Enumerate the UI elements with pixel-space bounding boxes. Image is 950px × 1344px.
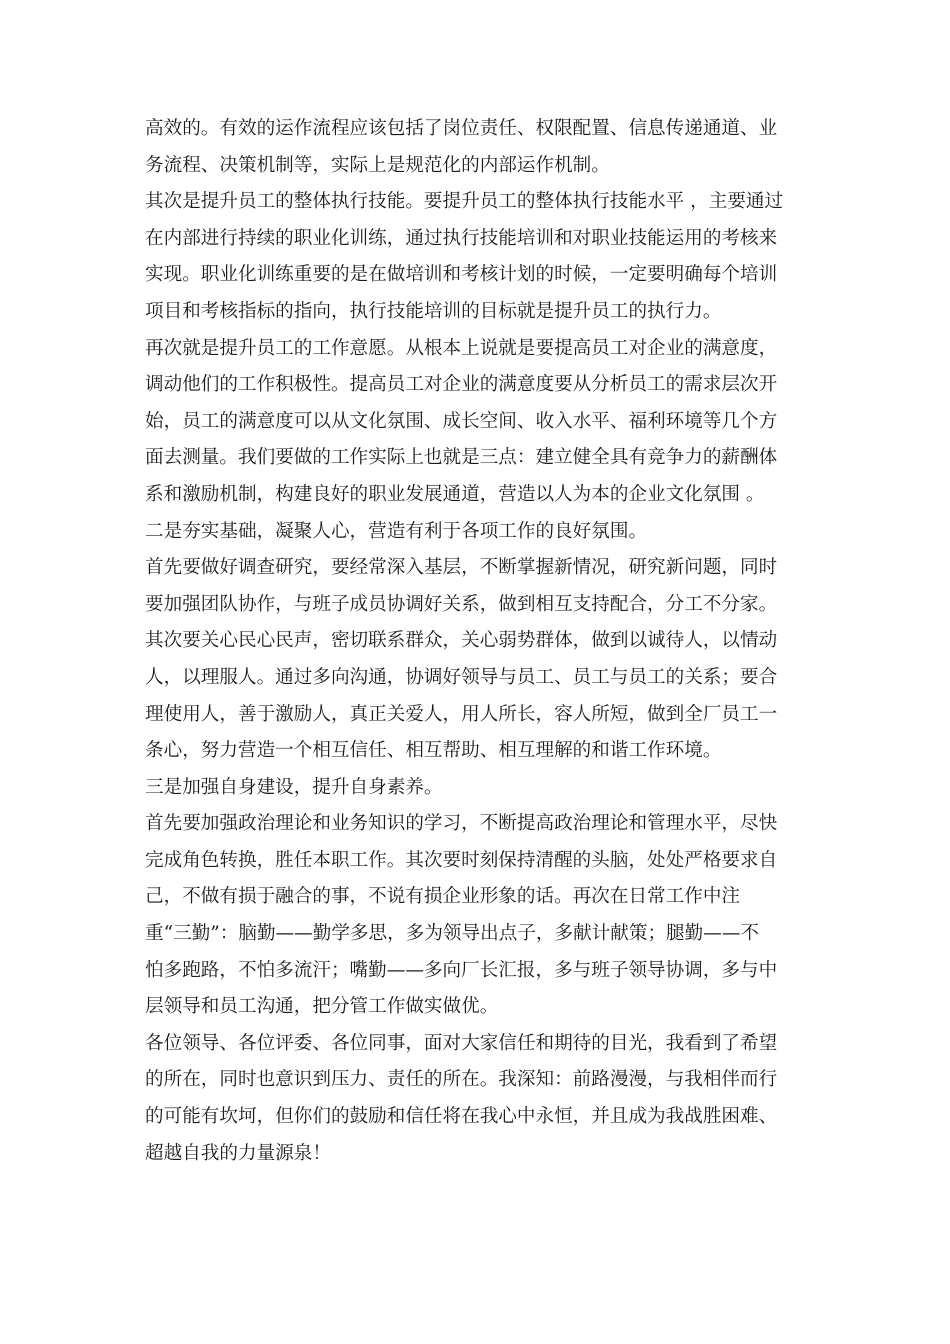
text-line: 面去测量。我们要做的工作实际上也就是三点：建立健全具有竞争力的薪酬体 (145, 447, 778, 469)
text-line: 怕多跑路，不怕多流汗；嘴勤——多向厂长汇报，多与班子领导协调，多与中 (145, 959, 778, 981)
text-line: 的可能有坎坷，但你们的鼓励和信任将在我心中永恒，并且成为我战胜困难、 (145, 1106, 778, 1128)
section-heading-line: 二是夯实基础，凝聚人心，营造有利于各项工作的良好氛围。 (145, 520, 648, 542)
text-line: 项目和考核指标的指向，执行技能培训的目标就是提升员工的执行力。 (145, 300, 722, 322)
text-line: 各位领导、各位评委、各位同事，面对大家信任和期待的目光，我看到了希望 (145, 1032, 778, 1054)
text-line: 要加强团队协作，与班子成员协调好关系，做到相互支持配合，分工不分家。 (145, 593, 778, 615)
text-line: 系和激励机制，构建良好的职业发展通道，营造以人为本的企业文化氛围 。 (145, 483, 765, 505)
text-line: 重“三勤”：脑勤——勤学多思，多为领导出点子，多献计献策；腿勤——不 (145, 923, 760, 945)
text-line: 其次要关心民心民声，密切联系群众，关心弱势群体，做到以诚待人，以情动 (145, 630, 778, 652)
text-line: 务流程、决策机制等，实际上是规范化的内部运作机制。 (145, 154, 610, 176)
text-line: 首先要加强政治理论和业务知识的学习，不断提高政治理论和管理水平，尽快 (145, 813, 778, 835)
text-line: 理使用人，善于激励人，真正关爱人，用人所长，容人所短，做到全厂员工一 (145, 703, 778, 725)
document-body (145, 111, 810, 1172)
text-line: 调动他们的工作积极性。提高员工对企业的满意度要从分析员工的需求层次开 (145, 374, 778, 396)
text-line: 超越自我的力量源泉！ (145, 1142, 331, 1164)
text-line: 人，以理服人。通过多向沟通，协调好领导与员工、员工与员工的关系；要合 (145, 666, 778, 688)
text-line: 始，员工的满意度可以从文化氛围、成长空间、收入水平、福利环境等几个方 (145, 410, 778, 432)
text-line: 实现。职业化训练重要的是在做培训和考核计划的时候，一定要明确每个培训 (145, 264, 778, 286)
text-line: 再次就是提升员工的工作意愿。从根本上说就是要提高员工对企业的满意度， (145, 337, 778, 359)
text-line: 条心，努力营造一个相互信任、相互帮助、相互理解的和谐工作环境。 (145, 740, 722, 762)
text-line: 其次是提升员工的整体执行技能。要提升员工的整体执行技能水平 ，主要通过 (145, 191, 784, 213)
text-line: 在内部进行持续的职业化训练，通过执行技能培训和对职业技能运用的考核来 (145, 227, 778, 249)
text-line: 己，不做有损于融合的事，不说有损企业形象的话。再次在日常工作中注 (145, 886, 741, 908)
text-line: 首先要做好调查研究，要经常深入基层，不断掌握新情况，研究新问题，同时 (145, 557, 778, 579)
text-line: 的所在，同时也意识到压力、责任的所在。我深知：前路漫漫，与我相伴而行 (145, 1069, 778, 1091)
text-line: 完成角色转换，胜任本职工作。其次要时刻保持清醒的头脑，处处严格要求自 (145, 849, 778, 871)
section-heading-line: 三是加强自身建设，提升自身素养。 (145, 776, 443, 798)
text-line: 高效的。有效的运作流程应该包括了岗位责任、权限配置、信息传递通道、业 (145, 118, 778, 139)
text-line: 层领导和员工沟通，把分管工作做实做优。 (145, 996, 499, 1018)
